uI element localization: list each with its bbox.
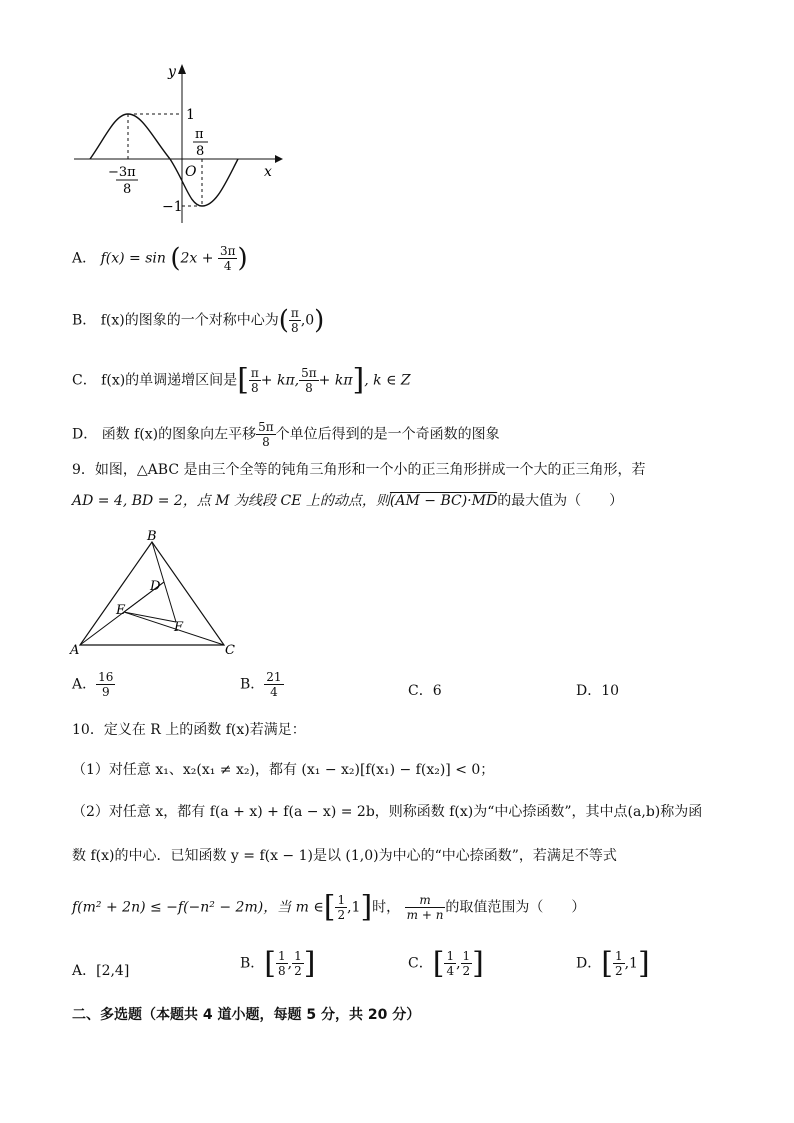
- frac-num: 1: [294, 949, 302, 963]
- frac-den: 8: [305, 381, 313, 395]
- x-axis-arrow: [275, 155, 283, 163]
- paren-close: ): [314, 305, 325, 336]
- q9-line2: [72, 491, 623, 511]
- option-d-frac: [256, 420, 276, 449]
- frac-num: 1: [337, 893, 346, 907]
- frac-num: 21: [266, 670, 282, 684]
- q10-cond1: （1）对任意 x₁、x₂(x₁ ≠ x₂)，都有 (x₁ − x₂)[f(x₁) − f(x₂)] < 0；: [72, 762, 495, 778]
- q10-option-b: B．[ $\frac{1}{8}$ , $\frac{1}{2}$ ]: [240, 946, 316, 981]
- q9-b-frac: [264, 670, 283, 699]
- option-label: D．: [72, 426, 98, 443]
- frac-den: 9: [101, 685, 110, 699]
- bracket-close: ]: [352, 362, 365, 398]
- q9-option-a: [72, 670, 115, 699]
- option-d-text2: 个单位后得到的是一个奇函数的图象: [275, 426, 500, 443]
- frac2: [461, 949, 473, 978]
- vertex-c-label: C: [225, 643, 235, 658]
- triangle-diagram: [68, 530, 248, 660]
- point-f-label: F: [174, 620, 184, 635]
- section-heading: 二、多选题（本题共 4 道小题，每题 5 分，共 20 分）: [72, 1007, 421, 1023]
- option-a-func: f(x) = sin: [100, 250, 166, 267]
- frac1: [276, 949, 288, 978]
- bracket-open: [: [237, 362, 249, 398]
- neg3pi8-den: 8: [123, 182, 132, 197]
- q10-ratio-frac: [405, 893, 446, 922]
- pi8-den: 8: [196, 144, 205, 159]
- option-c-tail: , k ∈ Z: [364, 372, 411, 389]
- bracket-open: [: [432, 946, 445, 981]
- frac-den: m + n: [406, 908, 444, 922]
- bracket-close: ]: [637, 946, 650, 981]
- q10-ineq-frac: [335, 893, 347, 922]
- frac-num: m: [405, 893, 446, 908]
- q9-option-b: [240, 670, 284, 699]
- frac-den: 4: [223, 259, 232, 273]
- q10-cond2-b: 数 f(x)的中心．已知函数 y = f(x − 1)是以 (1,0)为中心的“中心捺函数”，若满足不等式: [72, 848, 617, 864]
- option-label: B．: [240, 676, 265, 693]
- option-a-inner: 2x +: [180, 250, 214, 267]
- option-label: C．: [72, 372, 97, 389]
- frac-den: 8: [262, 435, 270, 449]
- frac-den: 2: [614, 964, 623, 978]
- frac-num: 3π: [219, 244, 236, 258]
- q10-cond2-a: （2）对任意 x，都有 f(a + x) + f(a − x) = 2b，则称函数 f(x)为“中心捺函数”，其中点(a,b)称为函: [72, 804, 703, 820]
- frac-num: 1: [446, 949, 455, 963]
- x-axis-label: x: [264, 164, 272, 180]
- q10-ineq-tail: ,1: [347, 899, 361, 916]
- option-c-frac1: [249, 366, 261, 395]
- option-label: B．: [72, 312, 97, 329]
- frac-num: 5π: [258, 420, 274, 434]
- q8-option-b: [72, 306, 324, 335]
- frac-num: 1: [278, 949, 286, 963]
- q8-option-c: [72, 362, 411, 398]
- frac-num: 16: [98, 670, 114, 684]
- frac-num: π: [290, 306, 299, 320]
- option-label: A．: [72, 676, 97, 693]
- bracket-open: [: [601, 946, 613, 981]
- option-c-mid: + kπ,: [260, 372, 300, 389]
- q9-option-d: D．10: [576, 683, 620, 699]
- q10-option-c: C．[ $\frac{1}{4}$ , $\frac{1}{2}$ ]: [408, 946, 484, 981]
- frac1: [613, 949, 625, 978]
- point-e-label: E: [116, 603, 126, 618]
- bracket-close: ]: [472, 946, 484, 981]
- frac-den: 4: [446, 964, 455, 978]
- frac-den: 8: [278, 964, 286, 978]
- option-label: A．: [72, 250, 97, 267]
- q10-option-d: [576, 946, 650, 981]
- q10-line1: 10．定义在 R 上的函数 f(x)若满足：: [72, 722, 306, 738]
- frac-den: 2: [294, 964, 302, 978]
- q8-option-d: [72, 420, 500, 449]
- option-d-tail: ,1: [624, 955, 638, 972]
- paren-open: (: [170, 243, 181, 274]
- frac2: [292, 949, 304, 978]
- option-a-frac: [218, 244, 238, 273]
- frac-num: 5π: [301, 366, 317, 380]
- q10-inequality: [72, 889, 586, 925]
- neg-one-label: −1: [162, 199, 183, 215]
- q9-line2-b: 的最大值为（ ）: [497, 493, 624, 509]
- frac-den: 8: [291, 321, 299, 335]
- option-label: D．: [576, 955, 602, 972]
- option-b-tail: ,0: [300, 312, 315, 329]
- paren-open: (: [278, 305, 289, 336]
- bracket-open: [: [323, 889, 336, 925]
- y-axis-arrow: [178, 64, 186, 74]
- option-c-text: f(x)的单调递增区间是: [101, 372, 238, 389]
- q10-option-a: A．[2,4]: [72, 963, 130, 979]
- frac-num: 1: [614, 949, 623, 963]
- origin-label: O: [185, 164, 197, 180]
- q10-ineq-a: f(m² + 2n) ≤ −f(−n² − 2m)，当 m ∈: [72, 899, 324, 916]
- sine-curve: [90, 114, 238, 206]
- option-b-text: f(x)的图象的一个对称中心为: [100, 312, 279, 329]
- pi8-num: π: [195, 127, 204, 142]
- paren-close: ): [237, 243, 248, 274]
- option-label: B．: [240, 955, 265, 972]
- y-axis-label: y: [168, 64, 176, 80]
- sine-graph: [70, 58, 290, 228]
- frac-num: π: [250, 366, 259, 380]
- option-label: C．: [408, 955, 433, 972]
- q10-ineq-b: 时，: [372, 899, 401, 916]
- q10-ineq-c: 的取值范围为（ ）: [445, 899, 586, 916]
- bracket-close: ]: [360, 889, 373, 925]
- q9-a-frac: [96, 670, 115, 699]
- frac-den: 4: [270, 685, 278, 699]
- q9-option-c: C．6: [408, 683, 442, 699]
- frac-den: 8: [251, 381, 259, 395]
- frac-den: 2: [462, 964, 471, 978]
- q9-vector-expr: (AM − BC)·MD: [389, 493, 498, 509]
- vertex-a-label: A: [70, 643, 80, 658]
- bracket-open: [: [264, 946, 277, 981]
- q9-line2-a: AD = 4, BD = 2，点 M 为线段 CE 上的动点，则: [72, 493, 390, 509]
- option-c-frac2: [299, 366, 319, 395]
- one-label: 1: [186, 107, 195, 123]
- option-b-frac: [289, 306, 301, 335]
- frac-den: 2: [337, 908, 346, 922]
- option-d-text1: 函数 f(x)的图象向左平移: [101, 426, 257, 443]
- point-d-label: D: [150, 579, 161, 594]
- frac1: [444, 949, 456, 978]
- q9-line1: 9．如图，△ABC 是由三个全等的钝角三角形和一个小的正三角形拼成一个大的正三角形，若: [72, 462, 646, 478]
- bracket-close: ]: [303, 946, 316, 981]
- frac-num: 1: [462, 949, 471, 963]
- neg3pi8-num: −3π: [108, 165, 136, 180]
- q8-option-a: [72, 244, 248, 273]
- option-c-end: + kπ: [318, 372, 353, 389]
- vertex-b-label: B: [147, 530, 157, 544]
